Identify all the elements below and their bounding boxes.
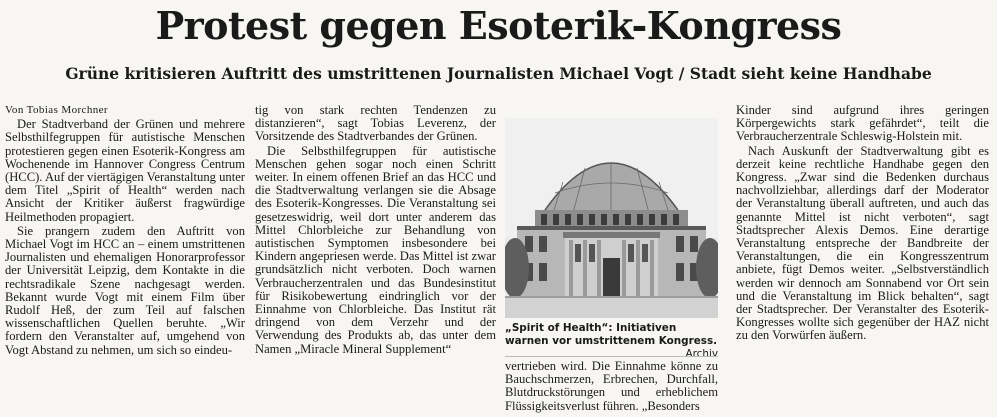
article-column-2: [255, 104, 496, 414]
paragraph: Nach Auskunft der Stadtverwaltung gibt es derzeit keine rechtliche Handhabe gegen den Kongress. „Zwar sind die Bedenken durchaus nachvollziehbar, allerdings darf der Moderator der Veranstaltung überall auftreten, und auch das genannte Mittel ist nicht verboten“, sagt Stadtsprecher Alexis Demos. Eine derartige Veranstaltung entspreche der Bandbreite der Veranstaltungen, die ein Kongresszentrum anbiete, fügt Demos weiter. „Selbstverständlich werden wir dennoch am Sonnabend vor Ort sein und die Veranstaltung im Blick behalten“, sagt der Stadtsprecher. Der Veranstalter des Esoterik-Kongresses wollte sich gegenüber der HAZ nicht zu den Vorwürfen äußern.: [736, 143, 989, 343]
caption-divider: [505, 356, 718, 357]
article-column-3: [505, 360, 718, 414]
hcc-building-photo: [505, 118, 718, 318]
paragraph: vertrieben wird. Die Einnahme könne zu Bauchschmerzen, Erbrechen, Durchfall, Blutdruckstörungen und erheblichem Flüssigkeitsverlust führen. „Besonders: [505, 360, 718, 413]
paragraph: Sie prangern zudem den Auftritt von Michael Vogt im HCC an – einem umstrittenen Journalisten und ehemaligen Honorarprofessor der Universität Leipzig, dem Kontakte in die rechtsradikale Szene nachgesagt werden. Bekannt wurde Vogt mit einem Film über Rudolf Heß, der zum Teil auf falschen wissenschaftlichen Quellen beruhte. „Wir fordern den Veranstalter auf, umgehend von Vogt Abstand zu nehmen, um sich so eindeu-: [5, 223, 245, 357]
article-column-1: [5, 104, 245, 414]
caption-text: „Spirit of Health“: Initiativen warnen vor umstrittenem Kongress.: [505, 322, 718, 347]
subheadline: Grüne kritisieren Auftritt des umstrittenen Journalisten Michael Vogt / Stadt sieht keine Handhabe: [65, 64, 932, 83]
article-column-4: [736, 104, 989, 414]
byline: Von Tobias Morchner: [5, 104, 108, 116]
paragraph: Kinder sind aufgrund ihres geringen Körpergewichts stark gefährdet“, teilt die Verbraucherzentrale Schleswig-Holstein mit.: [736, 104, 989, 144]
paragraph: Der Stadtverband der Grünen und mehrere Selbsthilfegruppen für autistische Menschen protestieren gegen einen Esoterik-Kongress am Wochenende im Hannover Congress Centrum (HCC). Auf der viertägigen Veranstaltung unter dem Titel „Spirit of Health“ werden nach Ansicht der Kritiker äußerst fragwürdige Heilmethoden propagiert.: [5, 117, 245, 224]
photo-credit: Archiv: [685, 348, 718, 360]
headline: Protest gegen Esoterik-Kongress: [155, 3, 842, 48]
paragraph: Die Selbsthilfegruppen für autistische Menschen gehen sogar noch einen Schritt weiter. In einem offenen Brief an das HCC und die Stadtverwaltung verlangen sie die Absage des Esoterik-Kongresses. Die Veranstaltung sei gesetzeswidrig, weil dort unter anderem das Mittel Chlorbleiche zur Behandlung von autistischen Symptomen insbesondere bei Kindern angepriesen werde. Das Mittel ist zwar grundsätzlich nicht verboten. Doch warnen Verbraucherzentralen und das Bundesinstitut für Risikobewertung eindringlich vor der Einnahme von Chlorbleiche. Das Institut rät dringend von dem Verzehr und der Verwendung des Produkts ab, das unter dem Namen „Miracle Mineral Supplement“: [255, 143, 496, 356]
paragraph: tig von stark rechten Tendenzen zu distanzieren“, sagt Tobias Leverenz, der Vorsitzende des Stadtverbandes der Grünen.: [255, 104, 496, 144]
